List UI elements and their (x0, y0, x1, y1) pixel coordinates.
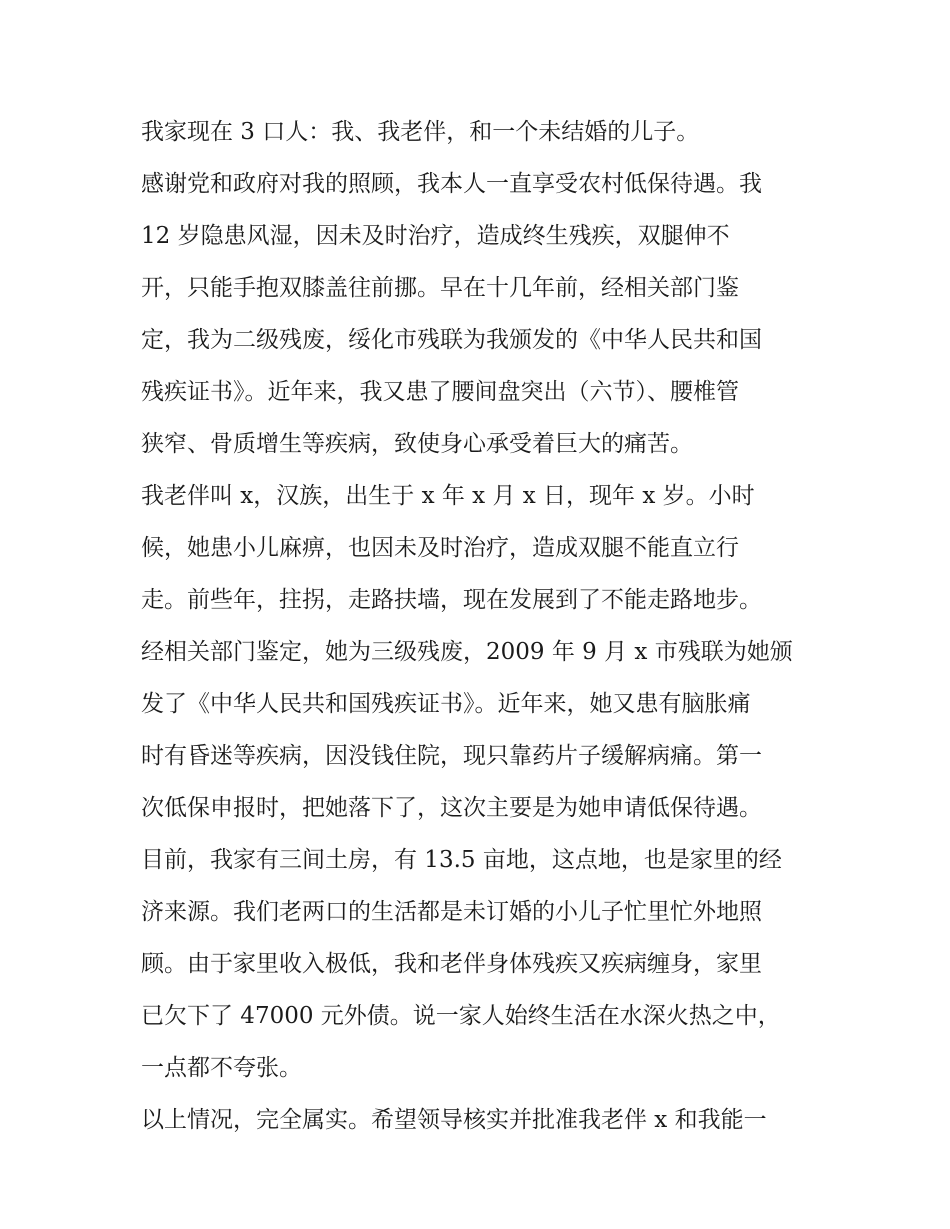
text-line: 候，她患小儿麻痹，也因未及时治疗，造成双腿不能直立行 (141, 535, 739, 561)
text-line: 我家现在 3 口人：我、我老伴，和一个未结婚的儿子。 (141, 119, 700, 145)
text-line: 走。前些年，拄拐，走路扶墙，现在发展到了不能走路地步。 (141, 587, 762, 613)
text-line: 发了《中华人民共和国残疾证书》。近年来，她又患有脑胀痛 (141, 691, 751, 717)
text-line: 以上情况，完全属实。希望领导核实并批准我老伴 x 和我能一 (141, 1107, 767, 1133)
text-line: 目前，我家有三间土房，有 13.5 亩地，这点地，也是家里的经 (141, 847, 782, 873)
text-line: 残疾证书》。近年来，我又患了腰间盘突出（六节）、腰椎管 (141, 379, 739, 405)
text-line: 一点都不夸张。 (141, 1055, 302, 1081)
text-line: 时有昏迷等疾病，因没钱住院，现只靠药片子缓解病痛。第一 (141, 743, 762, 769)
text-line: 我老伴叫 x，汉族，出生于 x 年 x 月 x 日，现年 x 岁。小时 (141, 483, 755, 509)
document-body (141, 106, 821, 1146)
text-line: 12 岁隐患风湿，因未及时治疗，造成终生残疾，双腿伸不 (141, 223, 730, 249)
text-line: 顾。由于家里收入极低，我和老伴身体残疾又疾病缠身，家里 (141, 951, 762, 977)
text-line: 狭窄、骨质增生等疾病，致使身心承受着巨大的痛苦。 (141, 431, 693, 457)
text-line: 济来源。我们老两口的生活都是未订婚的小儿子忙里忙外地照 (141, 899, 762, 925)
text-line: 经相关部门鉴定，她为三级残废，2009 年 9 月 x 市残联为她颁 (141, 639, 793, 665)
text-line: 次低保申报时，把她落下了，这次主要是为她申请低保待遇。 (141, 795, 762, 821)
text-line: 开，只能手抱双膝盖往前挪。早在十几年前，经相关部门鉴 (141, 275, 739, 301)
text-line: 感谢党和政府对我的照顾，我本人一直享受农村低保待遇。我 (141, 171, 762, 197)
text-line: 定，我为二级残废，绥化市残联为我颁发的《中华人民共和国 (141, 327, 762, 353)
text-line: 已欠下了 47000 元外债。说一家人始终生活在水深火热之中， (141, 1003, 781, 1029)
